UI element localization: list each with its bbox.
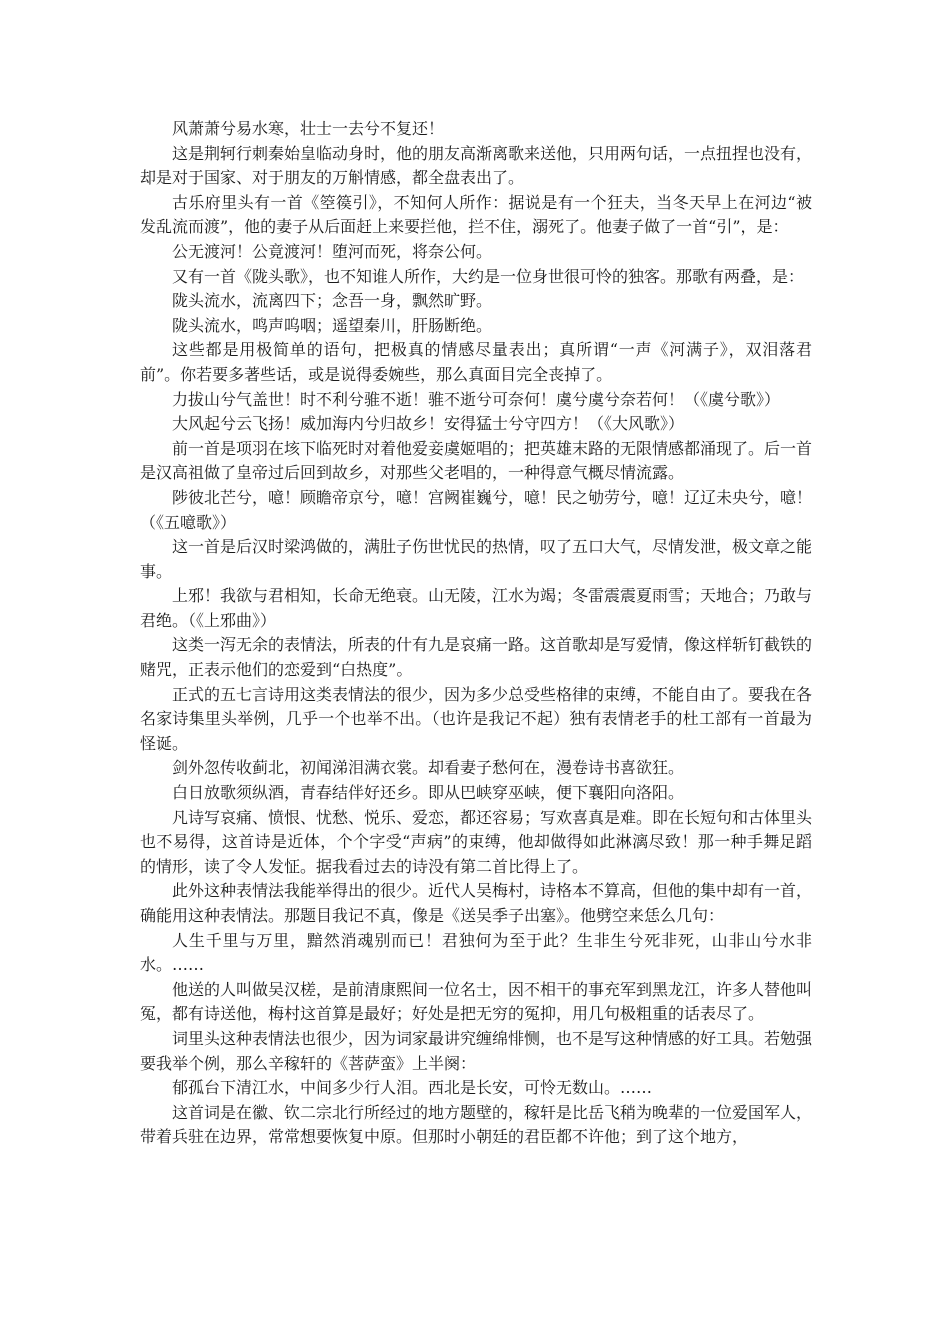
body-paragraph: 此外这种表情法我能举得出的很少。近代人吴梅村，诗格本不算高，但他的集中却有一首，确能用这种表情法。那题目我记不真，像是《送吴季子出塞》。他劈空来恁么几句：: [140, 881, 813, 925]
body-paragraph: 陟彼北芒兮，噫！顾瞻帝京兮，噫！宫阙崔巍兮，噫！民之劬劳兮，噫！辽辽未央兮，噫！（《五噫歌》）: [140, 487, 813, 532]
verse-line: 公无渡河！公竟渡河！堕河而死，将奈公何。: [172, 241, 493, 261]
body-paragraph: 这首词是在徽、钦二宗北行所经过的地方题壁的，稼轩是比岳飞稍为晚辈的一位爱国军人，带着兵驻在边界，常常想要恢复中原。但那时小朝廷的君臣都不许他；到了这个地方，: [140, 1102, 813, 1147]
body-paragraph: 这是荆轲行刺秦始皇临动身时，他的朋友高渐离歌来送他，只用两句话，一点扭捏也没有，却是对于国家、对于朋友的万斛情感，都全盘表出了。: [140, 143, 813, 188]
verse-line: 白日放歌须纵酒，青春结伴好还乡。即从巴峡穿巫峡，便下襄阳向洛阳。: [172, 783, 685, 803]
document-body: [140, 117, 812, 1150]
body-paragraph: 正式的五七言诗用这类表情法的很少，因为多少总受些格律的束缚，不能自由了。要我在各名家诗集里头举例，几乎一个也举不出。（也许是我记不起）独有表情老手的杜工部有一首最为怪诞。: [140, 684, 813, 753]
verse-line: 大风起兮云飞扬！威加海内兮归故乡！安得猛士兮守四方！（《大风歌》）: [172, 414, 685, 434]
body-paragraph: 词里头这种表情法也很少，因为词家最讲究缠绵悱恻，也不是写这种情感的好工具。若勉强要我举个例，那么辛稼轩的《菩萨蛮》上半阕：: [140, 1028, 813, 1073]
body-paragraph: 这些都是用极简单的语句，把极真的情感尽量表出；真所谓“一声《河满子》，双泪落君前”。你若要多著些话，或是说得委婉些，那么真面目完全丧掉了。: [140, 340, 812, 384]
body-paragraph: 人生千里与万里，黯然消魂别而已！君独何为至于此？生非生兮死非死，山非山兮水非水。……: [140, 930, 812, 975]
body-paragraph: 这类一泻无余的表情法，所表的什有九是哀痛一路。这首歌却是写爱情，像这样斩钉截铁的赌咒，正表示他们的恋爱到“白热度”。: [140, 635, 813, 680]
verse-line: 郁孤台下清江水，中间多少行人泪。西北是长安，可怜无数山。……: [172, 1078, 653, 1098]
body-paragraph: 凡诗写哀痛、愤恨、忧愁、悦乐、爱恋，都还容易；写欢喜真是难。即在长短句和古体里头也不易得，这首诗是近体，个个字受“声病”的束缚，他却做得如此淋漓尽致！那一种手舞足蹈的情形，读了令人发怔。据我看过去的诗没有第二首比得上了。: [140, 807, 813, 876]
body-paragraph: 他送的人叫做吴汉槎，是前清康熙间一位名士，因不相干的事充军到黑龙江，许多人替他叫冤，都有诗送他，梅村这首算是最好；好处是把无穷的冤抑，用几句极粗重的话表尽了。: [140, 979, 813, 1024]
body-paragraph: 古乐府里头有一首《箜篌引》，不知何人所作：据说是有一个狂夫，当冬天早上在河边“被发乱流而渡”，他的妻子从后面赶上来要拦他，拦不住，溺死了。他妻子做了一首“引”，是：: [140, 192, 812, 237]
verse-line: 剑外忽传收蓟北，初闻涕泪满衣裳。却看妻子愁何在，漫卷诗书喜欲狂。: [172, 758, 685, 778]
body-paragraph: 又有一首《陇头歌》，也不知谁人所作，大约是一位身世很可怜的独客。那歌有两叠，是：: [172, 266, 805, 286]
verse-line: 力拔山兮气盖世！时不利兮骓不逝！骓不逝兮可奈何！虞兮虞兮奈若何！（《虞兮歌》）: [172, 389, 781, 409]
verse-line: 陇头流水，鸣声呜咽；遥望秦川，肝肠断绝。: [172, 315, 493, 335]
body-paragraph: 前一首是项羽在垓下临死时对着他爱妾虞姬唱的；把英雄末路的无限情感都涌现了。后一首是汉高祖做了皇帝过后回到故乡，对那些父老唱的，一种得意气概尽情流露。: [140, 438, 813, 483]
body-paragraph: 这一首是后汉时梁鸿做的，满肚子伤世忧民的热情，叹了五口大气，尽情发泄，极文章之能事。: [140, 537, 813, 581]
verse-line: 陇头流水，流离四下；念吾一身，飘然旷野。: [172, 291, 493, 311]
verse-line: 风萧萧兮易水寒，壮士一去兮不复还！: [172, 119, 445, 138]
body-paragraph: 上邪！我欲与君相知，长命无绝衰。山无陵，江水为竭；冬雷震震夏雨雪；天地合；乃敢与君绝。（《上邪曲》）: [140, 586, 813, 630]
